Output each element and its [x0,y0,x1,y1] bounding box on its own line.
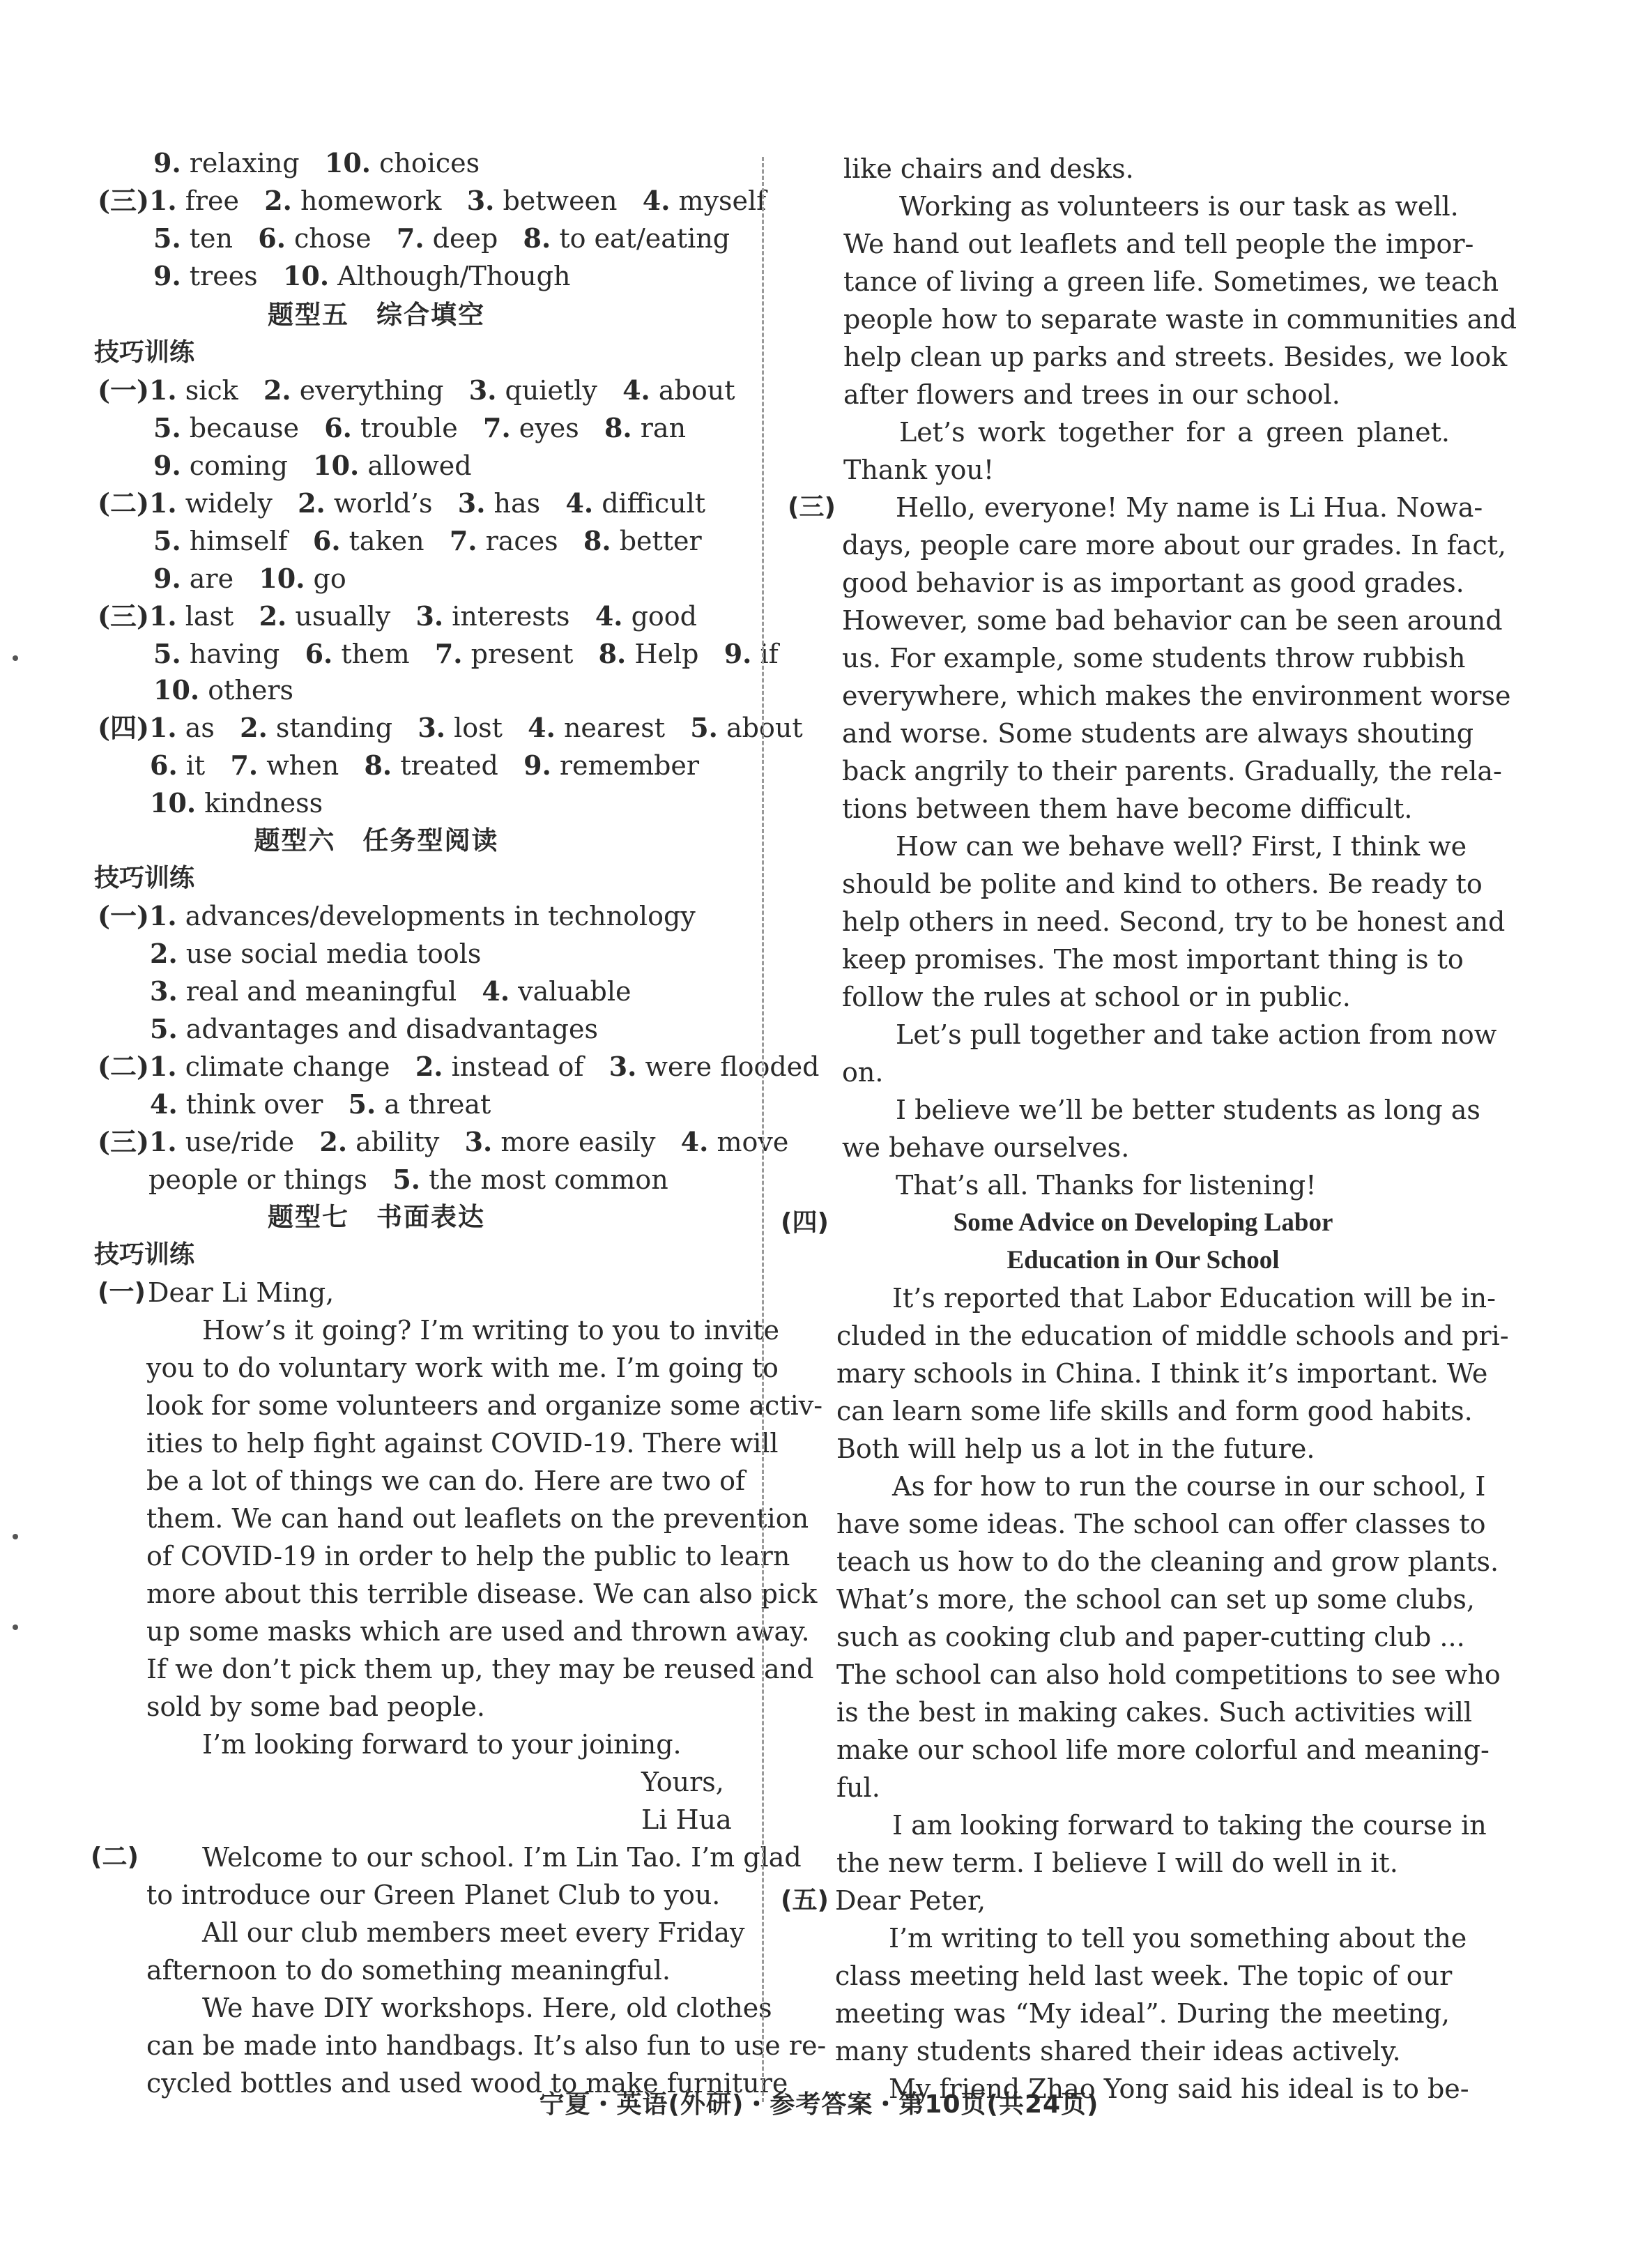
essay-line: Thank you! [843,455,995,485]
essay-line: help others in need. Second, try to be honest and [842,906,1506,937]
subsection-heading: 技巧训练 [94,338,195,367]
answer-row: 9. coming 10. allowed [153,450,472,481]
essay-line: back angrily to their parents. Gradually, the rela- [842,756,1502,786]
answer-row: (一)1. advances/developments in technology [98,900,696,931]
essay-line: days, people care more about our grades. In fact, [842,530,1506,561]
essay-line: class meeting held last week. The topic of our [835,1961,1453,1991]
essay-line: more about this terrible disease. We can also pick [146,1578,818,1609]
essay-line: As for how to run the course in our school, I [892,1471,1486,1502]
essay-line: and worse. Some students are always shouting [842,718,1474,749]
essay-line: I’m looking forward to your joining. [202,1729,682,1760]
essay-line: cluded in the education of middle schools and pri- [836,1321,1509,1351]
section-tag: (三) [98,185,149,216]
essay-line: afternoon to do something meaningful. [146,1955,671,1986]
essay-line: everywhere, which makes the environment worse [842,680,1511,711]
answer-row: 9. trees 10. Although/Though [153,260,571,291]
answer-row: 4. think over 5. a threat [150,1088,491,1120]
essay-line: My friend Zhao Yong said his ideal is to be- [889,2073,1469,2104]
essay-line: cycled bottles and used wood to make furniture [146,2068,788,2099]
essay-line: Both will help us a lot in the future. [836,1433,1315,1464]
essay-tag: (四) [781,1208,829,1237]
answer-row: 5. himself 6. taken 7. races 8. better [153,525,702,556]
answer-row: 3. real and meaningful 4. valuable [150,975,632,1007]
essay-line: up some masks which are used and thrown away. [146,1616,810,1647]
essay-line: Working as volunteers is our task as well. [899,191,1459,222]
essay-tag: (三) [788,493,836,522]
essay-line: meeting was “My ideal”. During the meeting, [835,1998,1450,2029]
essay-line: make our school life more colorful and meaning- [836,1735,1490,1765]
answer-row: 9. are 10. go [153,563,346,594]
essay-line: How can we behave well? First, I think we [896,831,1467,862]
answer-row: (三)1. use/ride 2. ability 3. more easily 4. move [98,1126,789,1157]
essay-line: them. We can hand out leaflets on the prevention [146,1503,809,1534]
answer-row: (三)1. free 2. homework 3. between 4. myself [98,185,767,216]
essay-line: The school can also hold competitions to see who [836,1659,1501,1690]
essay-line: Welcome to our school. I’m Lin Tao. I’m glad [202,1842,802,1873]
page-footer: 宁夏・英语(外研)・参考答案・第10页(共24页) [539,2090,1099,2119]
answer-row: (二)1. widely 2. world’s 3. has 4. difficult [98,487,705,519]
essay-line: sold by some bad people. [146,1691,485,1722]
essay-line: should be polite and kind to others. Be ready to [842,869,1483,899]
essay-line: on. [842,1057,884,1088]
essay-line: tions between them have become difficult. [842,793,1413,824]
essay-line: We have DIY workshops. Here, old clothes [202,1993,772,2023]
essay-line: like chairs and desks. [843,153,1134,184]
essay-line: Hello, everyone! My name is Li Hua. Nowa- [896,492,1483,523]
column-divider [762,157,764,2102]
essay-tag: (一) [98,1278,146,1307]
answer-row: 6. it 7. when 8. treated 9. remember [150,749,700,781]
answer-row: 5. advantages and disadvantages [150,1013,598,1044]
essay-line: We hand out leaflets and tell people the impor- [843,229,1474,259]
answer-row: 10. others [153,674,293,706]
essay-line: What’s more, the school can set up some clubs, [836,1584,1475,1615]
essay-line: Let’s work together for a green planet. [899,417,1450,448]
essay-line: can learn some life skills and form good habits. [836,1396,1473,1426]
essay-line: It’s reported that Labor Education will be in- [892,1283,1496,1314]
essay-line: ities to help fight against COVID-19. There will [146,1428,779,1459]
essay-line: That’s all. Thanks for listening! [896,1170,1317,1201]
answer-row: 10. kindness [150,787,323,819]
answer-row: 2. use social media tools [150,938,482,969]
essay-title: Education in Our School [1006,1246,1280,1274]
essay-tag: (五) [781,1886,829,1915]
essay-title: Some Advice on Developing Labor [953,1208,1333,1237]
essay-line: people how to separate waste in communities and [843,304,1517,335]
essay-line: tance of living a green life. Sometimes, we teach [843,266,1499,297]
margin-mark [13,655,18,661]
essay-line: we behave ourselves. [842,1132,1130,1163]
essay-line: you to do voluntary work with me. I’m going to [146,1353,779,1383]
answer-row: (四)1. as 2. standing 3. lost 4. nearest 5. about [98,712,803,743]
essay-line: to introduce our Green Planet Club to you. [146,1880,721,1910]
answer-row: 5. ten 6. chose 7. deep 8. to eat/eating [153,222,730,254]
letter-closing: Yours, [641,1767,724,1797]
essay-line: However, some bad behavior can be seen around [842,605,1503,636]
answer-row: 5. having 6. them 7. present 8. Help 9. if [153,638,779,669]
essay-line: many students shared their ideas actively. [835,2036,1401,2067]
essay-line: is the best in making cakes. Such activities will [836,1697,1473,1728]
essay-tag: (二) [91,1843,139,1871]
letter-signature: Li Hua [641,1804,732,1835]
essay-line: ful. [836,1772,880,1803]
subsection-heading: 技巧训练 [94,864,195,892]
letter-greeting: Dear Li Ming, [148,1277,335,1308]
essay-line: can be made into handbags. It’s also fun to use re- [146,2030,827,2061]
essay-line: mary schools in China. I think it’s important. We [836,1358,1488,1389]
essay-line: be a lot of things we can do. Here are two of [146,1466,746,1496]
answer-row: (三)1. last 2. usually 3. interests 4. good [98,600,697,632]
section-heading: 题型七 书面表达 [268,1202,485,1232]
answer-row: (一)1. sick 2. everything 3. quietly 4. about [98,374,735,406]
essay-line: us. For example, some students throw rubbish [842,643,1466,673]
answer-row: (二)1. climate change 2. instead of 3. were flooded [98,1051,820,1082]
margin-mark [13,1624,18,1630]
essay-line: keep promises. The most important thing is to [842,944,1464,975]
essay-line: the new term. I believe I will do well in it. [836,1848,1398,1878]
answer-row: 5. because 6. trouble 7. eyes 8. ran [153,412,687,443]
essay-line: have some ideas. The school can offer classes to [836,1509,1486,1539]
essay-line: I am looking forward to taking the course in [892,1810,1487,1841]
essay-line: teach us how to do the cleaning and grow plants. [836,1546,1499,1577]
answer-row: 9. relaxing 10. choices [153,147,480,178]
subsection-heading: 技巧训练 [94,1240,195,1269]
essay-line: follow the rules at school or in public. [842,982,1351,1012]
essay-line: I believe we’ll be better students as long as [896,1095,1480,1125]
letter-greeting: Dear Peter, [835,1885,986,1916]
essay-line: help clean up parks and streets. Besides, we look [843,342,1508,372]
essay-line: look for some volunteers and organize some activ- [146,1390,823,1421]
answer-row: people or things 5. the most common [148,1164,668,1195]
essay-line: I’m writing to tell you something about the [889,1923,1467,1954]
essay-line: All our club members meet every Friday [202,1917,745,1948]
section-heading: 题型六 任务型阅读 [254,825,499,855]
essay-line: Let’s pull together and take action from now [896,1019,1497,1050]
essay-line: after flowers and trees in our school. [843,379,1340,410]
essay-line: such as cooking club and paper-cutting club ... [836,1622,1465,1652]
essay-line: How’s it going? I’m writing to you to invite [202,1315,780,1346]
essay-line: If we don’t pick them up, they may be reused and [146,1654,814,1684]
essay-line: of COVID-19 in order to help the public to learn [146,1541,790,1571]
margin-mark [13,1534,18,1539]
essay-line: good behavior is as important as good grades. [842,568,1464,598]
section-heading: 题型五 综合填空 [268,300,485,330]
